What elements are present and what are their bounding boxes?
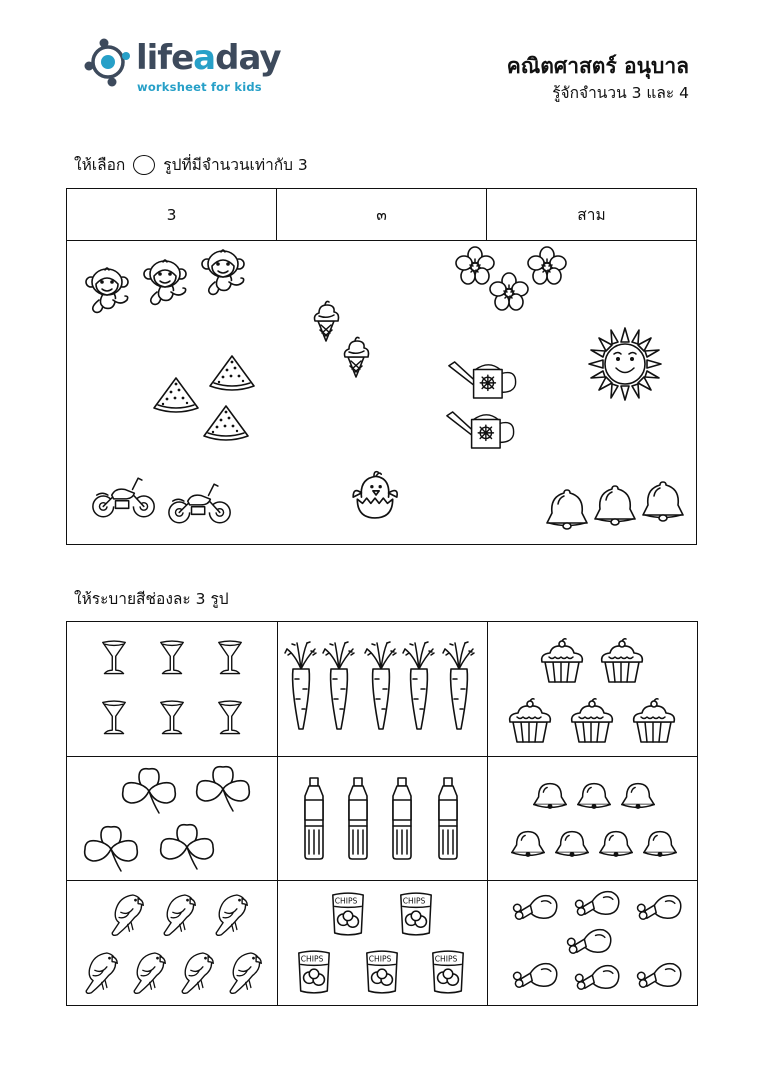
brand-tagline: worksheet for kids: [137, 80, 262, 94]
monkey-group[interactable]: [86, 250, 244, 312]
cell-parrots[interactable]: [86, 895, 261, 993]
picture-groups-area: [67, 240, 696, 544]
header-cell-thai-digit: ๓: [277, 189, 487, 240]
worksheet-subtitle: รู้จักจำนวน 3 และ 4: [552, 84, 689, 102]
circle-symbol-icon: [133, 155, 155, 175]
cell-bells[interactable]: [512, 784, 676, 857]
watering-can-group[interactable]: [447, 362, 516, 448]
cell-cupcakes[interactable]: [510, 639, 675, 742]
worksheet-title: คณิตศาสตร์ อนุบาล: [506, 54, 689, 78]
logo-mark-icon: [82, 36, 134, 88]
icecream-group[interactable]: [315, 301, 369, 377]
sun-group[interactable]: [589, 328, 661, 400]
color-three-table: [66, 621, 698, 1006]
cell-clovers[interactable]: [85, 767, 250, 871]
choose-three-table: [66, 188, 697, 545]
bell-group[interactable]: [547, 482, 683, 529]
motorcycle-group[interactable]: [93, 478, 230, 523]
header-cell-digit: 3: [67, 189, 277, 240]
flower-group[interactable]: [456, 247, 566, 310]
watermelon-group[interactable]: [154, 356, 254, 440]
instruction-text-before: ให้เลือก: [74, 156, 126, 174]
table-header-row: [67, 189, 696, 241]
section2-instruction: ให้ระบายสีช่องละ 3 รูป: [74, 590, 229, 608]
cell-chips[interactable]: [299, 893, 463, 993]
chick-group[interactable]: [353, 472, 397, 518]
cell-glasses[interactable]: [103, 641, 242, 734]
cell-bottles[interactable]: [305, 778, 457, 859]
coloring-pictures-area: [67, 622, 697, 1005]
instruction-text-after: รูปที่มีจำนวนเท่ากับ 3: [163, 156, 308, 174]
cell-drumsticks[interactable]: [514, 892, 681, 990]
brand-name: lifeaday: [136, 38, 281, 78]
lifeaday-logo: [82, 36, 282, 98]
section1-instruction: [74, 152, 308, 177]
header-cell-word: สาม: [577, 206, 606, 224]
cell-carrots[interactable]: [285, 642, 474, 729]
